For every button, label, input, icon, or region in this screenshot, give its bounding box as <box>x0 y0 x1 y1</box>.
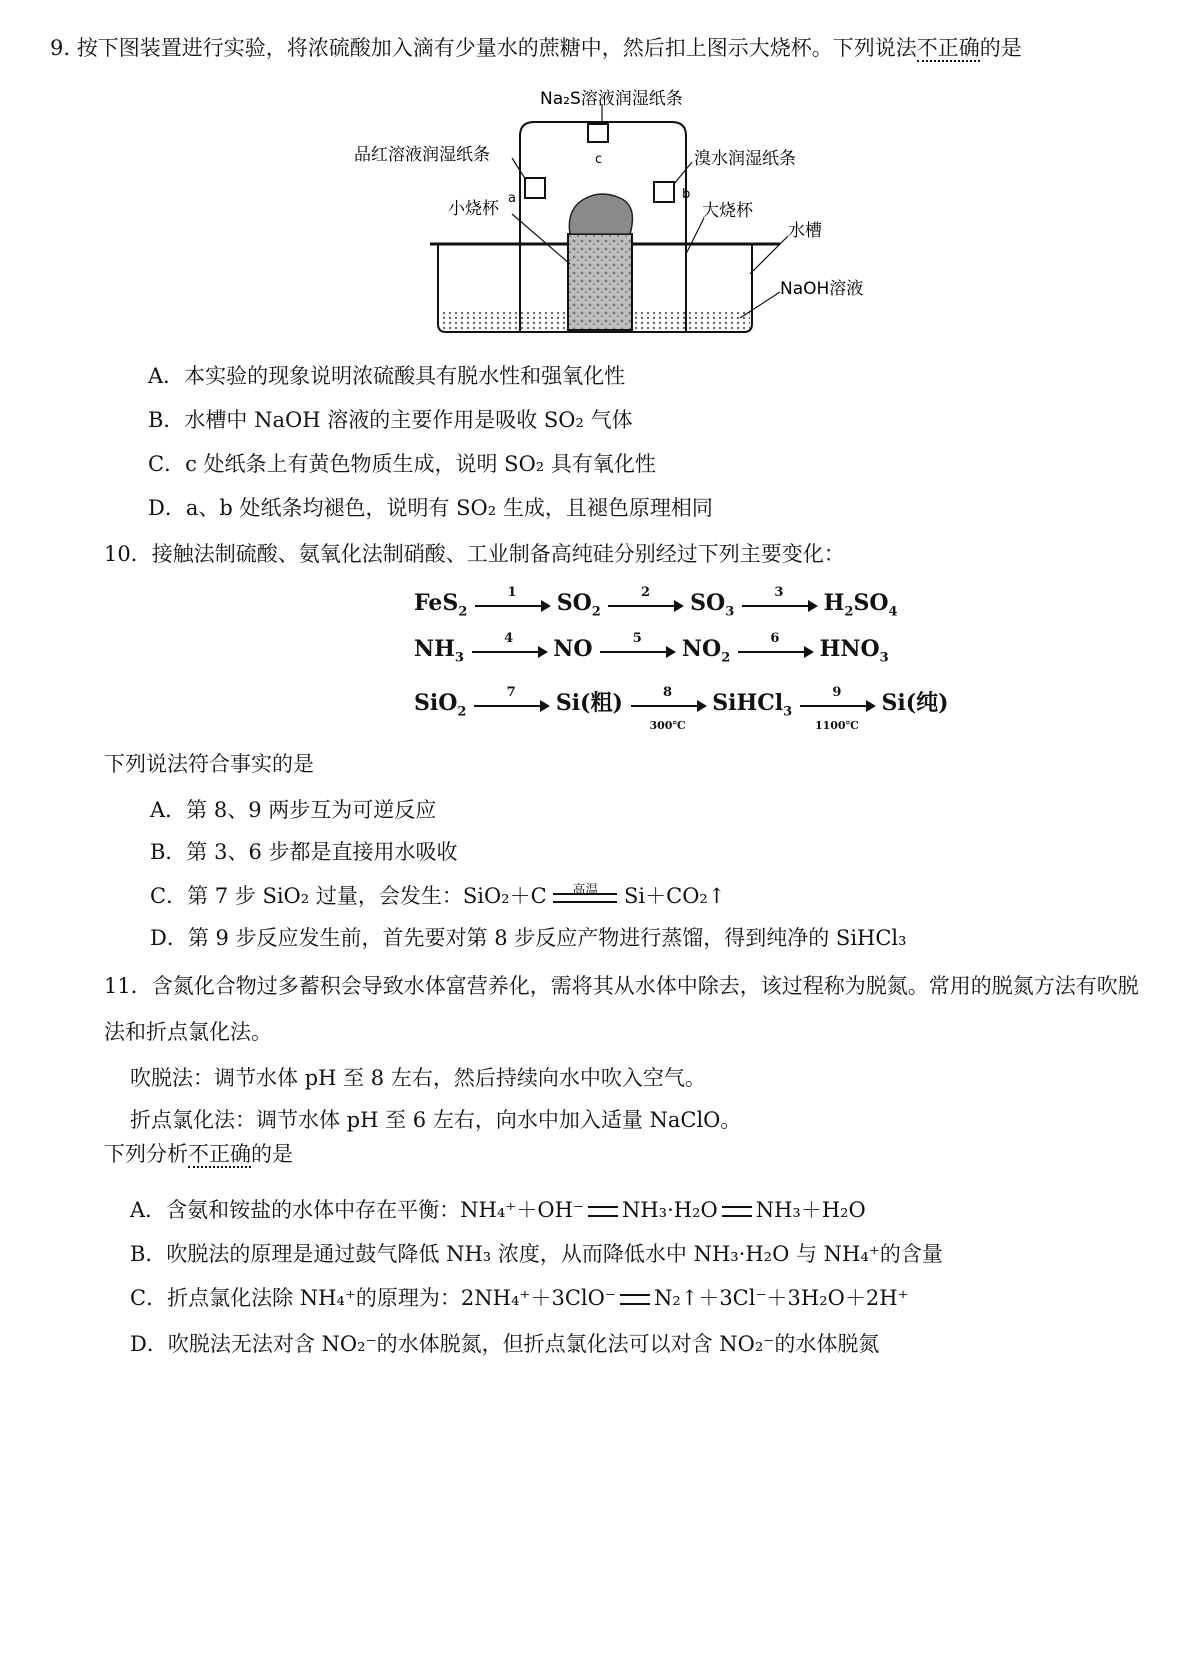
q11-stem-line-1: 11．含氮化合物过多蓄积会导致水体富营养化，需将其从水体中除去，该过程称为脱氮。常用的脱氮方法有吹脱 <box>104 974 1139 998</box>
label-trough: 水槽 <box>788 221 822 241</box>
label-big-beaker: 大烧杯 <box>702 201 753 221</box>
arrow-step-3: 3 <box>742 601 816 607</box>
q9-option-c: C．c 处纸条上有黄色物质生成，说明 SO₂ 具有氧化性 <box>148 452 656 476</box>
arrow-step-5: 5 <box>600 647 674 653</box>
q9-stem-emphasis: 不正确 <box>916 36 980 60</box>
q10-option-d: D．第 9 步反应发生前，首先要对第 8 步反应产物进行蒸馏，得到纯净的 SiHCl₃ <box>150 926 907 950</box>
q11-option-c: C．折点氯化法除 NH₄⁺的原理为：2NH₄⁺＋3ClO⁻ N₂↑＋3Cl⁻＋3H₂O＋2H⁺ <box>130 1286 909 1310</box>
arrow-step-8: 8 300℃ <box>631 701 705 707</box>
label-c: c <box>595 152 603 167</box>
q10-reaction-row-3: SiO$_2$ 7 Si(粗) 8 300℃ SiHCl$_3$ 9 1100℃ Si(纯) <box>414 685 949 732</box>
label-top: Na₂S溶液润湿纸条 <box>540 89 683 109</box>
q9-stem-text: 9. 按下图装置进行实验，将浓硫酸加入滴有少量水的蔗糖中，然后扣上图示大烧杯。下列说法 <box>50 36 917 60</box>
equals-sign <box>620 1294 650 1305</box>
high-temp-condition: 高温 <box>553 893 617 903</box>
q11-option-d: D．吹脱法无法对含 NO₂⁻的水体脱氮，但折点氯化法可以对含 NO₂⁻的水体脱氮 <box>130 1332 880 1356</box>
q9-stem <box>50 34 1022 62</box>
q11-prompt: 下列分析不正确的是 <box>104 1142 293 1166</box>
label-b: b <box>682 187 691 202</box>
q10-option-c: C．第 7 步 SiO₂ 过量，会发生：SiO₂＋C 高温 Si＋CO₂↑ <box>150 882 726 908</box>
q10-option-b: B．第 3、6 步都是直接用水吸收 <box>150 840 458 864</box>
q9-stem-tail: 的是 <box>979 36 1022 60</box>
q11-method-2: 折点氯化法：调节水体 pH 至 6 左右，向水中加入适量 NaClO。 <box>130 1108 742 1132</box>
leader-big-beaker <box>686 218 704 254</box>
q9-option-b: B．水槽中 NaOH 溶液的主要作用是吸收 SO₂ 气体 <box>148 408 633 432</box>
equilibrium-sign <box>588 1206 618 1217</box>
q11-option-a: A．含氨和铵盐的水体中存在平衡：NH₄⁺＋OH⁻ NH₃·H₂O NH₃＋H₂O <box>130 1198 866 1222</box>
arrow-step-1: 1 <box>475 601 549 607</box>
q10-reaction-row-2: $NH_3$ 4 NO 5 $NO_2$ 6 $HNO_3$ <box>414 631 889 666</box>
arrow-step-4: 4 <box>472 647 546 653</box>
equilibrium-sign <box>722 1206 752 1217</box>
leader-trough <box>750 236 788 274</box>
q10-reaction-row-1: FeS$_2$ 1 $SO_2$ 2 $SO_3$ 3 $H_2SO_4$ <box>414 585 898 620</box>
small-beaker <box>568 234 632 330</box>
carbon-column <box>569 194 632 234</box>
arrow-step-2: 2 <box>608 601 682 607</box>
label-left: 品红溶液润湿纸条 <box>354 145 490 165</box>
q11-method-1: 吹脱法：调节水体 pH 至 8 左右，然后持续向水中吹入空气。 <box>130 1066 706 1090</box>
q11-option-b: B．吹脱法的原理是通过鼓气降低 NH₃ 浓度，从而降低水中 NH₃·H₂O 与 NH₄⁺的含量 <box>130 1242 943 1266</box>
q9-apparatus-diagram <box>340 86 900 346</box>
label-naoh: NaOH溶液 <box>780 279 864 299</box>
q10-prompt: 下列说法符合事实的是 <box>104 752 314 776</box>
paper-strip-b <box>654 182 674 202</box>
q11-stem-line-2: 法和折点氯化法。 <box>104 1020 272 1044</box>
q9-option-a: A．本实验的现象说明浓硫酸具有脱水性和强氧化性 <box>148 364 626 388</box>
arrow-step-7: 7 <box>474 701 548 707</box>
paper-strip-c <box>588 124 608 142</box>
label-a: a <box>508 191 516 206</box>
arrow-step-6: 6 <box>738 647 812 653</box>
label-small-beaker: 小烧杯 <box>448 199 499 219</box>
q9-option-d: D．a、b 处纸条均褪色，说明有 SO₂ 生成，且褪色原理相同 <box>148 496 713 520</box>
arrow-step-9: 9 1100℃ <box>800 701 874 707</box>
q10-stem: 10．接触法制硫酸、氨氧化法制硝酸、工业制备高纯硅分别经过下列主要变化： <box>104 542 845 566</box>
label-right: 溴水润湿纸条 <box>694 149 796 169</box>
q10-option-a: A．第 8、9 两步互为可逆反应 <box>150 798 437 822</box>
paper-strip-a <box>525 178 545 198</box>
leader-naoh <box>740 292 780 318</box>
leader-right <box>674 162 692 184</box>
